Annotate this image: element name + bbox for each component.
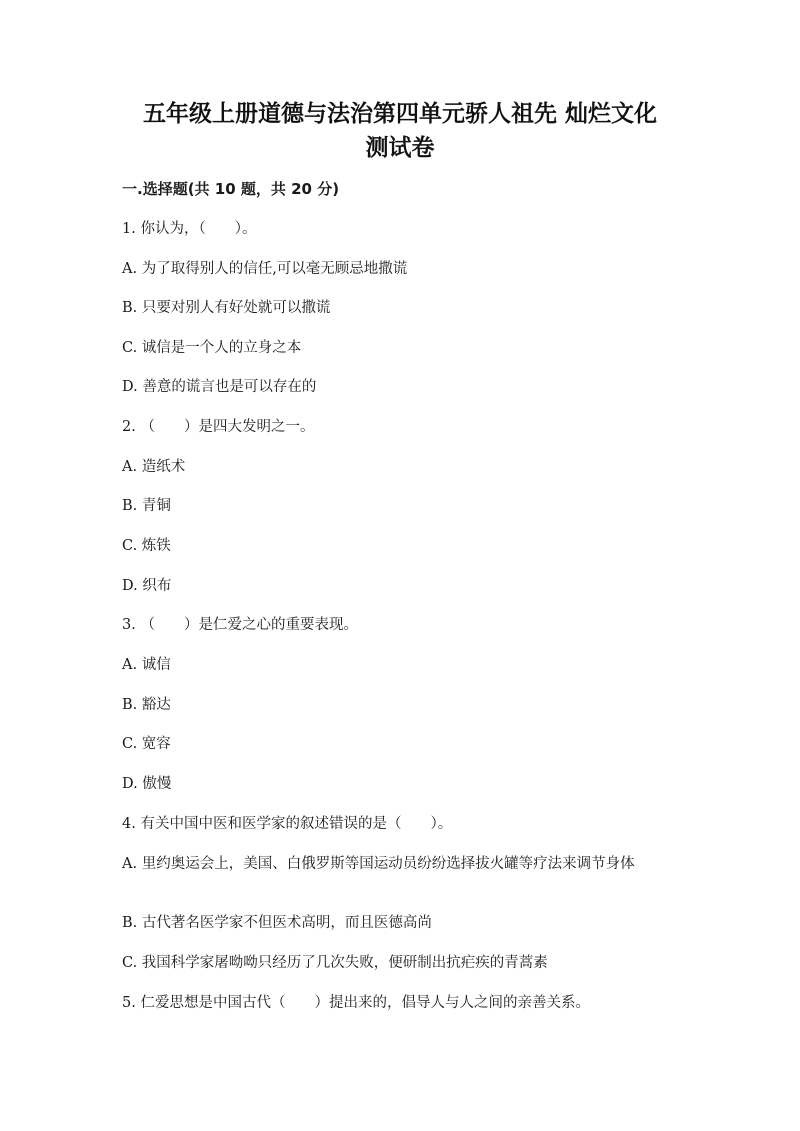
question-3-option-a: A. 诚信 — [122, 657, 171, 673]
question-2-option-a: A. 造纸术 — [122, 459, 186, 475]
question-1-stem: 1. 你认为，（ ）。 — [122, 221, 257, 237]
question-4-option-b: B. 古代著名医学家不但医术高明，而且医德高尚 — [122, 915, 432, 931]
question-4-option-c: C. 我国科学家屠呦呦只经历了几次失败，便研制出抗疟疾的青蒿素 — [122, 955, 548, 971]
question-2-stem: 2. （ ）是四大发明之一。 — [122, 419, 315, 435]
question-3-option-c: C. 宽容 — [122, 736, 171, 752]
question-3-option-d: D. 傲慢 — [122, 776, 172, 792]
question-1-option-a: A. 为了取得别人的信任,可以毫无顾忌地撒谎 — [122, 261, 408, 277]
section-heading: 一.选择题(共 10 题，共 20 分) — [122, 180, 340, 198]
question-5-stem: 5. 仁爱思想是中国古代（ ）提出来的，倡导人与人之间的亲善关系。 — [122, 995, 590, 1011]
question-2-option-d: D. 织布 — [122, 578, 172, 594]
document-title-line-2: 测试卷 — [365, 135, 435, 161]
question-4-stem: 4. 有关中国中医和医学家的叙述错误的是（ ）。 — [122, 816, 453, 832]
document-title-line-1: 五年级上册道德与法治第四单元骄人祖先 灿烂文化 — [142, 101, 657, 127]
question-1-option-d: D. 善意的谎言也是可以存在的 — [122, 379, 317, 395]
question-2-option-c: C. 炼铁 — [122, 538, 171, 554]
question-2-option-b: B. 青铜 — [122, 498, 171, 514]
question-1-option-c: C. 诚信是一个人的立身之本 — [122, 340, 302, 356]
question-1-option-b: B. 只要对别人有好处就可以撒谎 — [122, 300, 331, 316]
question-3-option-b: B. 豁达 — [122, 697, 171, 713]
question-4-option-a: A. 里约奥运会上，美国、白俄罗斯等国运动员纷纷选择拔火罐等疗法来调节身体 — [122, 856, 635, 872]
question-3-stem: 3. （ ）是仁爱之心的重要表现。 — [122, 617, 358, 633]
